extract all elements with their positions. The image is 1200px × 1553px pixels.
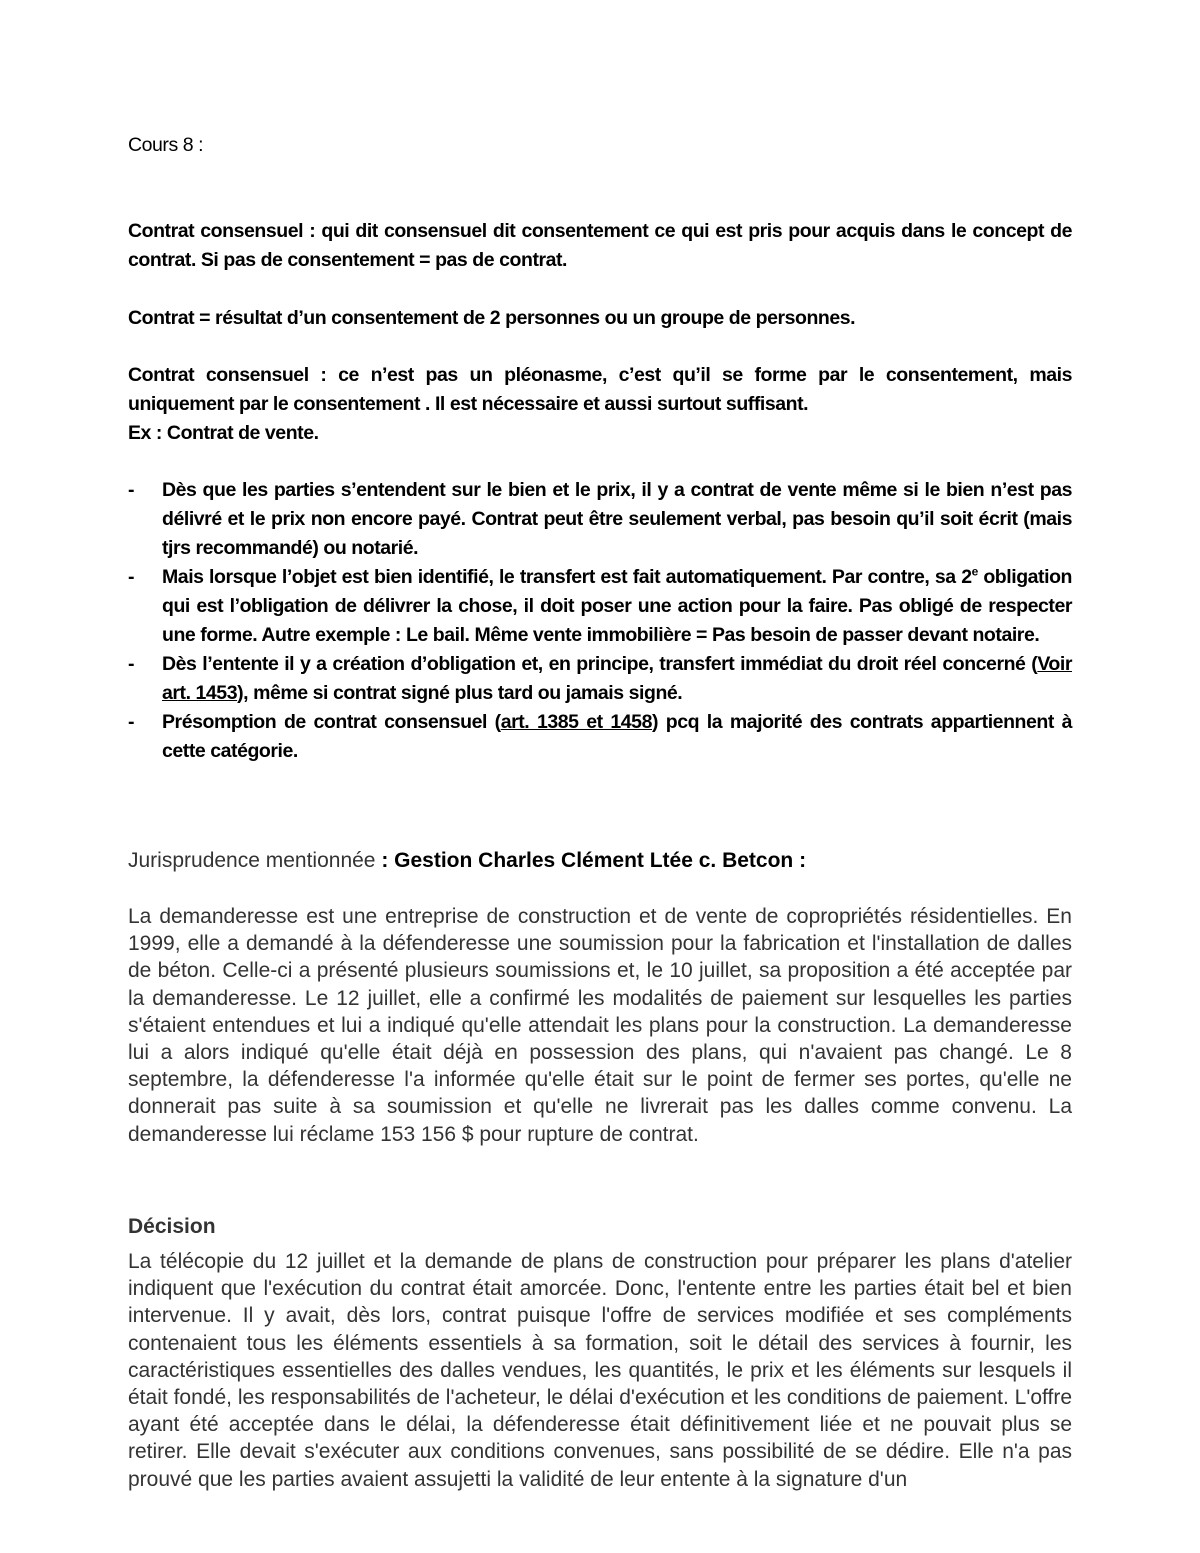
article-link[interactable]: art. 1385 et 1458 — [500, 711, 652, 733]
bullet-list — [128, 476, 1072, 766]
bullet-text: obligation qui est l’obligation de délivrer la chose, il doit poser une action pour la faire. Pas obligé de respecter une forme. Autre exemple : Le bail. Même vente immobilière = Pas besoin de passer devant notaire. — [162, 566, 1072, 646]
ordinal-superscript: e — [971, 564, 978, 579]
intro-term: Contrat consensuel : — [128, 220, 316, 242]
bullet-text: Dès que les parties s’entendent sur le bien et le prix, il y a contrat de vente même si le bien n’est pas délivré et le prix non encore payé. Contrat peut être seulement verbal, pas besoin qu’il soit écrit (mais tjrs recommandé) ou notarié. — [162, 479, 1072, 559]
consensual-term: Contrat consensuel : — [128, 364, 327, 386]
bullet-text: ) pcq la majorité des contrats appartiennent à cette catégorie. — [162, 711, 1072, 762]
bullet-text: Présomption de contrat consensuel ( — [162, 711, 501, 733]
consensual-section — [128, 361, 1072, 448]
jurisprudence-label: Jurisprudence mentionnée — [128, 849, 382, 872]
list-item — [128, 708, 1072, 766]
list-item — [128, 476, 1072, 563]
definition-paragraph: Contrat = résultat d’un consentement de 2 personnes ou un groupe de personnes. — [128, 307, 856, 329]
intro-text: qui dit consensuel dit consentement ce qui est pris pour acquis dans le concept de contrat. Si pas de consentement = pas de contrat. — [128, 220, 1072, 271]
article-link[interactable]: Voir art. 1453 — [162, 653, 1072, 704]
consensual-paragraph — [128, 361, 1072, 419]
facts-paragraph: La demanderesse est une entreprise de construction et de vente de copropriétés résidentielles. En 1999, elle a demandé à la défenderesse une soumission pour la fabrication et l'installation de dalles de béton. Celle-ci a présenté plusieurs soumissions et, le 10 juillet, sa proposition a été acceptée par la demanderesse. Le 12 juillet, elle a confirmé les modalités de paiement sur lesquelles les parties s'étaient entendues et lui a indiqué qu'elle attendait les plans pour la construction. La demanderesse lui a alors indiqué qu'elle était déjà en possession des plans, qui n'avaient pas changé. Le 8 septembre, la défenderesse l'a informée qu'elle était sur le point de fermer ses portes, qu'elle ne donnerait pas suite à sa soumission et qu'elle ne livrerait pas les dalles comme convenu. La demanderesse lui réclame 153 156 $ pour rupture de contrat. — [128, 905, 1072, 1146]
decision-paragraph: La télécopie du 12 juillet et la demande de plans de construction pour préparer les plans d'atelier indiquent que l'exécution du contrat était amorcée. Donc, l'entente entre les parties était bel et bien intervenue. Il y avait, dès lors, contrat puisque l'offre de services modifiée et ses compléments contenaient tous les éléments essentiels à sa formation, soit le détail des services à fournir, les caractéristiques essentielles des dalles vendues, les quantités, le prix et les éléments sur lesquels il était fondé, les responsabilités de l'acheteur, le délai d'exécution et les conditions de paiement. L'offre ayant été acceptée dans le délai, la défenderesse était définitivement liée et ne pouvait plus se retirer. Elle devait s'exécuter aux conditions convenues, sans possibilité de se dédire. Elle n'a pas prouvé que les parties avaient assujetti la validité de leur entente à la signature d'un — [128, 1250, 1072, 1491]
course-title: Cours 8 : — [128, 134, 204, 156]
list-item — [128, 650, 1072, 708]
intro-paragraph — [128, 217, 1072, 275]
consensual-example: Ex : Contrat de vente. — [128, 422, 319, 444]
bullet-text: Dès l’entente il y a création d’obligation et, en principe, transfert immédiat du droit réel concerné ( — [162, 653, 1038, 675]
consensual-text: ce n’est pas un pléonasme, c’est qu’il se forme par le consentement, mais uniquement par le consentement . Il est nécessaire et aussi surtout suffisant. — [128, 364, 1072, 415]
bullet-text: Mais lorsque l’objet est bien identifié, le transfert est fait automatiquement. Par contre, sa 2 — [162, 566, 972, 588]
bullet-text: ), même si contrat signé plus tard ou jamais signé. — [237, 682, 683, 704]
list-item — [128, 563, 1072, 650]
jurisprudence-line — [128, 847, 1072, 875]
dash-marker: - — [128, 566, 135, 588]
decision-heading: Décision — [128, 1215, 216, 1238]
dash-marker: - — [128, 653, 135, 675]
dash-marker: - — [128, 711, 135, 733]
dash-marker: - — [128, 479, 135, 501]
case-name: : Gestion Charles Clément Ltée c. Betcon : — [381, 849, 807, 872]
